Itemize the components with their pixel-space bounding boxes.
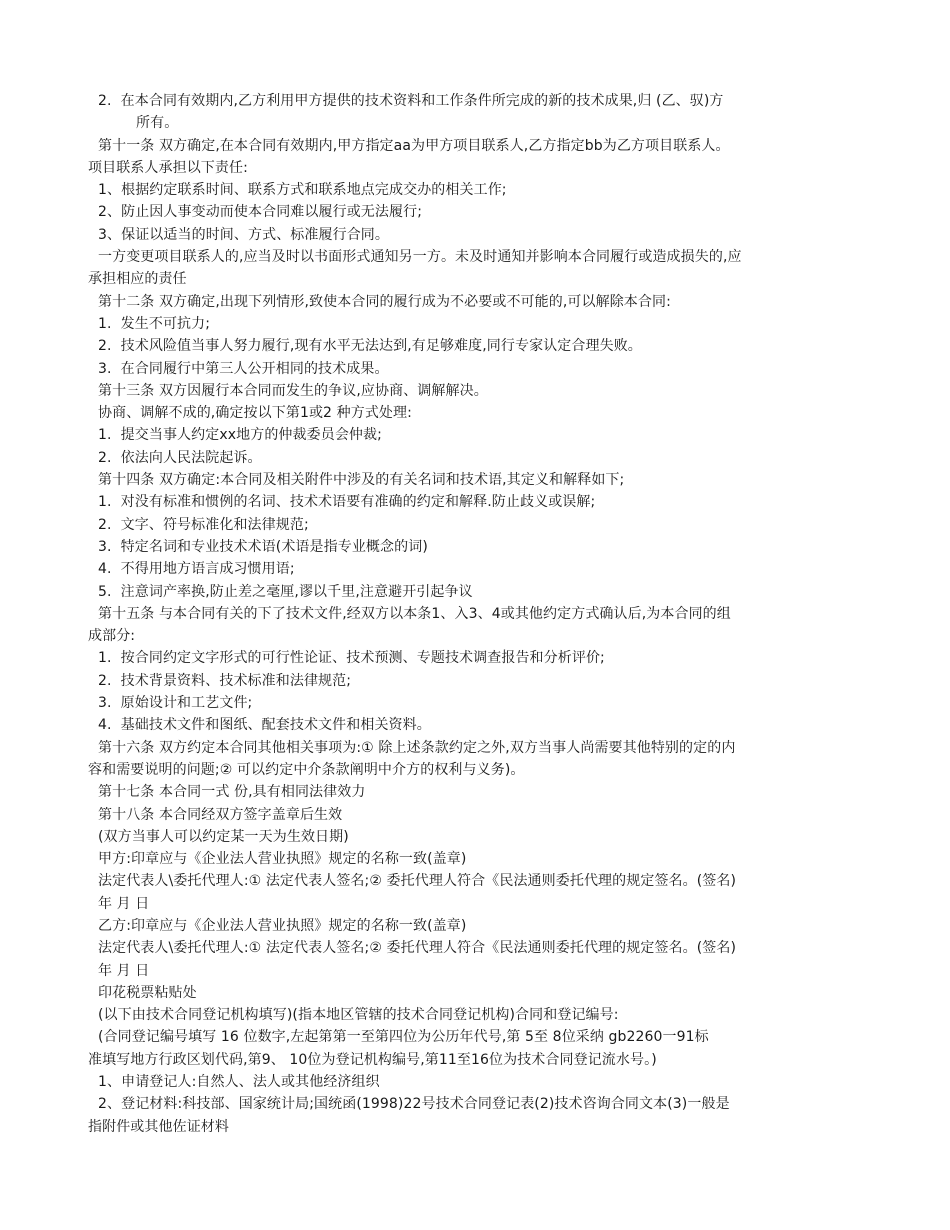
document-line: 法定代表人\委托代理人:① 法定代表人签名;② 委托代理人符合《民法通则委托代理的规定签名。(签名): [98, 873, 737, 890]
document-line: 1. 提交当事人约定xx地方的仲裁委员会仲裁;: [98, 427, 382, 444]
document-line: 容和需要说明的问题;② 可以约定中介条款阐明中介方的权利与义务)。: [88, 761, 525, 778]
document-line: 一方变更项目联系人的,应当及时以书面形式通知另一方。未及时通知并影响本合同履行或造成损失的,应: [98, 249, 742, 266]
document-line: 3. 原始设计和工艺文件;: [98, 695, 253, 712]
document-line: 2. 在本合同有效期内,乙方利用甲方提供的技术资料和工作条件所完成的新的技术成果,归 (乙、驭)方: [98, 93, 724, 109]
document-line: (以下由技术合同登记机构填写)(指本地区管辖的技术合同登记机构)合同和登记编号:: [98, 1007, 619, 1024]
document-line: 2. 技术背景资料、技术标准和法律规范;: [98, 672, 352, 689]
document-line: 2. 技术风险值当事人努力履行,现有水平无法达到,有足够难度,同行专家认定合理失败。: [98, 338, 642, 355]
document-line: 年 月 日: [98, 895, 150, 912]
document-line: 第十五条 与本合同有关的下了技术文件,经双方以本条1、入3、4或其他约定方式确认后,为本合同的组: [98, 605, 731, 622]
document-line: 第十二条 双方确定,出现下列情形,致使本合同的履行成为不必要或不可能的,可以解除本合同:: [98, 293, 671, 310]
document-line: 甲方:印章应与《企业法人营业执照》规定的名称一致(盖章): [98, 851, 467, 868]
document-line: 1、根据约定联系时间、联系方式和联系地点完成交办的相关工作;: [98, 182, 507, 199]
document-line: (双方当事人可以约定某一天为生效日期): [98, 828, 349, 845]
document-line: 承担相应的责任: [88, 271, 187, 288]
document-line: 第十八条 本合同经双方签字盖章后生效: [98, 806, 343, 823]
document-line: 指附件或其他佐证材料: [88, 1118, 229, 1135]
document-line: 2. 依法向人民法院起诉。: [98, 449, 262, 466]
document-line: 第十七条 本合同一式 份,具有相同法律效力: [98, 784, 366, 801]
document-line: 第十一条 双方确定,在本合同有效期内,甲方指定aa为甲方项目联系人,乙方指定bb为乙方项目联系人。: [98, 137, 730, 154]
document-line: 2、登记材料:科技部、国家统计局;国统函(1998)22号技术合同登记表(2)技术咨询合同文本(3)一般是: [98, 1096, 730, 1113]
document-line: 第十三条 双方因履行本合同而发生的争议,应协商、调解解决。: [98, 382, 488, 399]
document-line: 3. 特定名词和专业技术术语(术语是指专业概念的词): [98, 538, 428, 555]
document-line: 4. 不得用地方语言成习惯用语;: [98, 561, 295, 578]
document-line: 印花税票粘贴处: [98, 984, 197, 1001]
document-line: 1、申请登记人:自然人、法人或其他经济组织: [98, 1074, 380, 1091]
document-line: 3、保证以适当的时间、方式、标准履行合同。: [98, 226, 390, 243]
document-line: (合同登记编号填写 16 位数字,左起第第一至第四位为公历年代号,第 5至 8位采纳 gb2260一91标: [98, 1029, 709, 1046]
document-line: 1. 发生不可抗力;: [98, 315, 211, 332]
document-line: 年 月 日: [98, 962, 150, 979]
document-line: 准填写地方行政区划代码,第9、 10位为登记机构编号,第11至16位为技术合同登记流水号。): [88, 1051, 657, 1068]
document-line: 3. 在合同履行中第三人公开相同的技术成果。: [98, 360, 389, 377]
document-line: 1. 按合同约定文字形式的可行性论证、技术预测、专题技术调查报告和分析评价;: [98, 650, 605, 667]
document-line: 第十四条 双方确定:本合同及相关附件中涉及的有关名词和技术语,其定义和解释如下;: [98, 472, 625, 489]
document-line: 第十六条 双方约定本合同其他相关事项为:① 除上述条款约定之外,双方当事人尚需要其他特别的定的内: [98, 739, 736, 756]
document-line: 1. 对没有标准和惯例的名词、技术术语要有准确的约定和解释.防止歧义或误解;: [98, 494, 596, 511]
document-page: [88, 90, 858, 1138]
document-line: 4. 基础技术文件和图纸、配套技术文件和相关资料。: [98, 717, 431, 734]
document-line: 2、防止因人事变动而使本合同难以履行或无法履行;: [98, 204, 423, 221]
document-line: 2. 文字、符号标准化和法律规范;: [98, 516, 309, 533]
document-line: 项目联系人承担以下责任:: [88, 159, 248, 176]
document-line: 协商、调解不成的,确定按以下第1或2 种方式处理:: [98, 405, 412, 422]
document-line: 5. 注意词产率换,防止差之毫厘,谬以千里,注意避开引起争议: [98, 583, 473, 600]
document-line: 成部分:: [88, 628, 136, 645]
document-line: 法定代表人\委托代理人:① 法定代表人签名;② 委托代理人符合《民法通则委托代理的规定签名。(签名): [98, 940, 737, 957]
document-line: 所有。: [136, 115, 179, 132]
document-line: 乙方:印章应与《企业法人营业执照》规定的名称一致(盖章): [98, 917, 467, 934]
